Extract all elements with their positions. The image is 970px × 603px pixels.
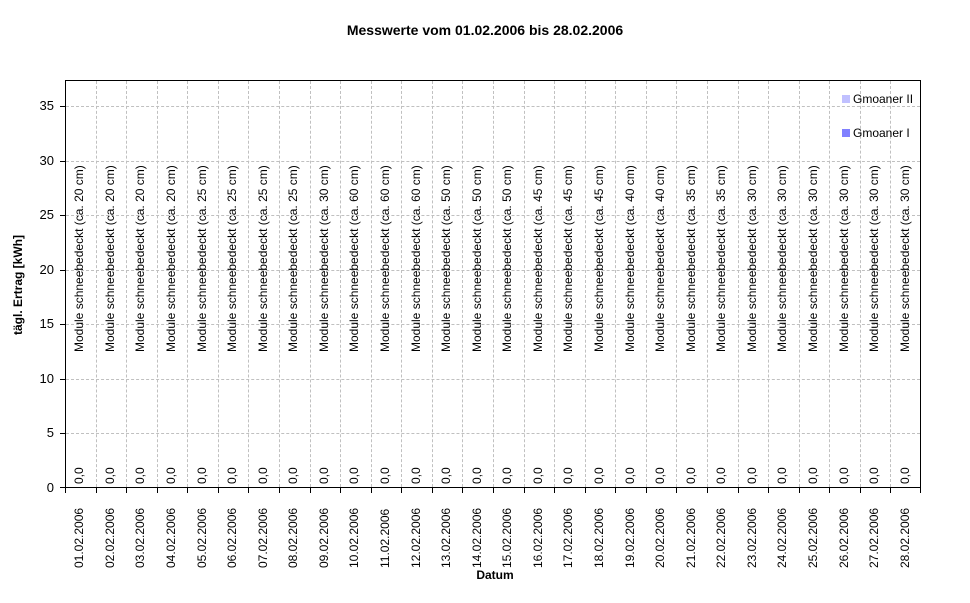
snow-cover-annotation: Module schneebedeckt (ca. 50 cm) bbox=[439, 165, 454, 352]
value-label: 0,0 bbox=[867, 467, 882, 484]
snow-cover-annotation: Module schneebedeckt (ca. 45 cm) bbox=[561, 165, 576, 352]
x-tick-label: 16.02.2006 bbox=[530, 507, 545, 568]
snow-cover-annotation: Module schneebedeckt (ca. 45 cm) bbox=[530, 165, 545, 352]
snow-cover-annotation: Module schneebedeckt (ca. 30 cm) bbox=[775, 165, 790, 352]
value-label: 0,0 bbox=[316, 467, 331, 484]
v-gridline bbox=[768, 81, 769, 487]
v-gridline bbox=[493, 81, 494, 487]
x-tick-label: 20.02.2006 bbox=[653, 507, 668, 568]
legend-label: Gmoaner II bbox=[853, 92, 914, 106]
v-gridline bbox=[248, 81, 249, 487]
y-tick bbox=[60, 433, 65, 434]
x-tick-label: 07.02.2006 bbox=[255, 507, 270, 568]
v-gridline bbox=[524, 81, 525, 487]
x-tick bbox=[707, 488, 708, 493]
v-gridline bbox=[279, 81, 280, 487]
value-label: 0,0 bbox=[653, 467, 668, 484]
value-label: 0,0 bbox=[408, 467, 423, 484]
snow-cover-annotation: Module schneebedeckt (ca. 25 cm) bbox=[286, 165, 301, 352]
value-label: 0,0 bbox=[347, 467, 362, 484]
snow-cover-annotation: Module schneebedeckt (ca. 30 cm) bbox=[897, 165, 912, 352]
v-gridline bbox=[646, 81, 647, 487]
x-tick bbox=[615, 488, 616, 493]
x-tick bbox=[646, 488, 647, 493]
x-tick-label: 19.02.2006 bbox=[622, 507, 637, 568]
v-gridline bbox=[157, 81, 158, 487]
value-label: 0,0 bbox=[255, 467, 270, 484]
v-gridline bbox=[860, 81, 861, 487]
x-tick-label: 27.02.2006 bbox=[867, 507, 882, 568]
value-label: 0,0 bbox=[72, 467, 87, 484]
value-label: 0,0 bbox=[530, 467, 545, 484]
value-label: 0,0 bbox=[744, 467, 759, 484]
y-tick bbox=[60, 379, 65, 380]
snow-cover-annotation: Module schneebedeckt (ca. 20 cm) bbox=[72, 165, 87, 352]
value-label: 0,0 bbox=[775, 467, 790, 484]
value-label: 0,0 bbox=[561, 467, 576, 484]
value-label: 0,0 bbox=[439, 467, 454, 484]
snow-cover-annotation: Module schneebedeckt (ca. 20 cm) bbox=[102, 165, 117, 352]
snow-cover-annotation: Module schneebedeckt (ca. 35 cm) bbox=[714, 165, 729, 352]
snow-cover-annotation: Module schneebedeckt (ca. 40 cm) bbox=[622, 165, 637, 352]
x-tick-label: 11.02.2006 bbox=[378, 508, 392, 568]
x-tick bbox=[65, 488, 66, 493]
x-tick bbox=[799, 488, 800, 493]
x-tick-label: 15.02.2006 bbox=[500, 507, 515, 568]
value-label: 0,0 bbox=[897, 467, 912, 484]
legend-item-gmoaner-ii bbox=[842, 92, 913, 106]
x-tick-label: 10.02.2006 bbox=[347, 507, 362, 568]
snow-cover-annotation: Module schneebedeckt (ca. 35 cm) bbox=[683, 165, 698, 352]
x-tick-label: 24.02.2006 bbox=[775, 507, 790, 568]
legend-swatch-icon bbox=[842, 129, 850, 137]
chart-title: Messwerte vom 01.02.2006 bis 28.02.2006 bbox=[346, 22, 624, 38]
x-tick bbox=[371, 488, 372, 493]
snow-cover-annotation: Module schneebedeckt (ca. 20 cm) bbox=[164, 165, 178, 352]
v-gridline bbox=[676, 81, 677, 487]
value-label: 0,0 bbox=[500, 467, 515, 484]
x-tick bbox=[920, 488, 921, 493]
v-gridline bbox=[310, 81, 311, 487]
x-tick-label: 14.02.2006 bbox=[469, 507, 484, 568]
v-gridline bbox=[890, 81, 891, 487]
y-tick bbox=[60, 270, 65, 271]
x-tick bbox=[768, 488, 769, 493]
snow-cover-annotation: Module schneebedeckt (ca. 60 cm) bbox=[408, 165, 423, 352]
snow-cover-annotation: Module schneebedeckt (ca. 60 cm) bbox=[378, 165, 392, 352]
y-tick bbox=[60, 161, 65, 162]
x-tick-label: 25.02.2006 bbox=[806, 507, 820, 568]
snow-cover-annotation: Module schneebedeckt (ca. 30 cm) bbox=[867, 165, 882, 352]
x-tick-label: 13.02.2006 bbox=[439, 507, 454, 568]
v-gridline bbox=[340, 81, 341, 487]
y-tick-label: 30 bbox=[39, 152, 54, 168]
x-tick-label: 26.02.2006 bbox=[836, 507, 851, 568]
x-tick bbox=[432, 488, 433, 493]
x-tick bbox=[279, 488, 280, 493]
y-tick bbox=[60, 215, 65, 216]
x-tick bbox=[187, 488, 188, 493]
x-tick bbox=[829, 488, 830, 493]
snow-cover-annotation: Module schneebedeckt (ca. 25 cm) bbox=[255, 165, 270, 352]
x-tick bbox=[340, 488, 341, 493]
x-tick-label: 08.02.2006 bbox=[286, 507, 301, 568]
value-label: 0,0 bbox=[622, 467, 637, 484]
value-label: 0,0 bbox=[592, 467, 606, 484]
snow-cover-annotation: Module schneebedeckt (ca. 45 cm) bbox=[592, 165, 606, 352]
x-tick-label: 05.02.2006 bbox=[194, 507, 209, 568]
x-tick-label: 04.02.2006 bbox=[164, 507, 178, 568]
value-label: 0,0 bbox=[469, 467, 484, 484]
x-axis-title: Datum bbox=[476, 568, 514, 582]
value-label: 0,0 bbox=[225, 467, 240, 484]
x-tick bbox=[310, 488, 311, 493]
legend-label: Gmoaner I bbox=[853, 126, 910, 140]
x-tick bbox=[493, 488, 494, 493]
y-tick-label: 35 bbox=[39, 98, 54, 114]
y-tick-label: 5 bbox=[46, 425, 54, 441]
v-gridline bbox=[799, 81, 800, 487]
y-tick-label: 0 bbox=[46, 480, 54, 495]
v-gridline bbox=[615, 81, 616, 487]
x-tick-label: 06.02.2006 bbox=[225, 507, 240, 568]
x-tick-label: 21.02.2006 bbox=[683, 507, 698, 568]
value-label: 0,0 bbox=[286, 467, 301, 484]
snow-cover-annotation: Module schneebedeckt (ca. 50 cm) bbox=[469, 165, 484, 352]
snow-cover-annotation: Module schneebedeckt (ca. 60 cm) bbox=[347, 165, 362, 352]
value-label: 0,0 bbox=[164, 467, 178, 484]
x-tick-label: 02.02.2006 bbox=[102, 507, 117, 568]
y-axis-title: tägl. Ertrag [kWh] bbox=[11, 234, 25, 336]
snow-cover-annotation: Module schneebedeckt (ca. 30 cm) bbox=[806, 165, 820, 352]
y-tick-label: 15 bbox=[39, 316, 54, 332]
snow-cover-annotation: Module schneebedeckt (ca. 30 cm) bbox=[744, 165, 759, 352]
value-label: 0,0 bbox=[133, 467, 148, 484]
v-gridline bbox=[96, 81, 97, 487]
v-gridline bbox=[432, 81, 433, 487]
value-label: 0,0 bbox=[194, 467, 209, 484]
x-tick bbox=[126, 488, 127, 493]
x-tick-label: 09.02.2006 bbox=[316, 507, 331, 568]
value-label: 0,0 bbox=[102, 467, 117, 484]
value-label: 0,0 bbox=[714, 467, 729, 484]
x-tick bbox=[524, 488, 525, 493]
x-tick-label: 22.02.2006 bbox=[714, 507, 729, 568]
v-gridline bbox=[218, 81, 219, 487]
value-label: 0,0 bbox=[836, 467, 851, 484]
x-tick bbox=[218, 488, 219, 493]
x-tick bbox=[462, 488, 463, 493]
x-tick-label: 12.02.2006 bbox=[408, 507, 423, 568]
x-tick bbox=[860, 488, 861, 493]
x-tick bbox=[738, 488, 739, 493]
snow-cover-annotation: Module schneebedeckt (ca. 40 cm) bbox=[653, 165, 668, 352]
v-gridline bbox=[585, 81, 586, 487]
v-gridline bbox=[126, 81, 127, 487]
v-gridline bbox=[401, 81, 402, 487]
x-tick-label: 18.02.2006 bbox=[592, 507, 606, 568]
x-tick-label: 01.02.2006 bbox=[72, 507, 87, 568]
y-tick bbox=[60, 106, 65, 107]
x-tick bbox=[96, 488, 97, 493]
v-gridline bbox=[738, 81, 739, 487]
value-label: 0,0 bbox=[806, 467, 820, 484]
x-tick bbox=[157, 488, 158, 493]
y-tick-label: 10 bbox=[39, 370, 54, 386]
legend-item-gmoaner-i bbox=[842, 126, 910, 140]
x-tick-label: 17.02.2006 bbox=[561, 507, 576, 568]
value-label: 0,0 bbox=[683, 467, 698, 484]
x-tick-label: 23.02.2006 bbox=[744, 507, 759, 568]
snow-cover-annotation: Module schneebedeckt (ca. 25 cm) bbox=[194, 165, 209, 352]
x-tick bbox=[554, 488, 555, 493]
v-gridline bbox=[371, 81, 372, 487]
value-label: 0,0 bbox=[378, 467, 392, 484]
x-tick-label: 28.02.2006 bbox=[897, 507, 912, 568]
snow-cover-annotation: Module schneebedeckt (ca. 20 cm) bbox=[133, 165, 148, 352]
snow-cover-annotation: Module schneebedeckt (ca. 30 cm) bbox=[316, 165, 331, 352]
y-tick-label: 25 bbox=[39, 207, 54, 223]
y-tick-label: 20 bbox=[39, 261, 54, 277]
x-tick bbox=[248, 488, 249, 493]
plot-area bbox=[65, 80, 921, 488]
snow-cover-annotation: Module schneebedeckt (ca. 25 cm) bbox=[225, 165, 240, 352]
x-tick bbox=[585, 488, 586, 493]
v-gridline bbox=[554, 81, 555, 487]
x-tick bbox=[676, 488, 677, 493]
y-tick bbox=[60, 324, 65, 325]
v-gridline bbox=[462, 81, 463, 487]
legend-swatch-icon bbox=[842, 95, 850, 103]
v-gridline bbox=[187, 81, 188, 487]
x-tick-label: 03.02.2006 bbox=[133, 507, 148, 568]
x-tick bbox=[401, 488, 402, 493]
v-gridline bbox=[707, 81, 708, 487]
v-gridline bbox=[829, 81, 830, 487]
snow-cover-annotation: Module schneebedeckt (ca. 50 cm) bbox=[500, 165, 515, 352]
x-tick bbox=[890, 488, 891, 493]
snow-cover-annotation: Module schneebedeckt (ca. 30 cm) bbox=[836, 165, 851, 352]
